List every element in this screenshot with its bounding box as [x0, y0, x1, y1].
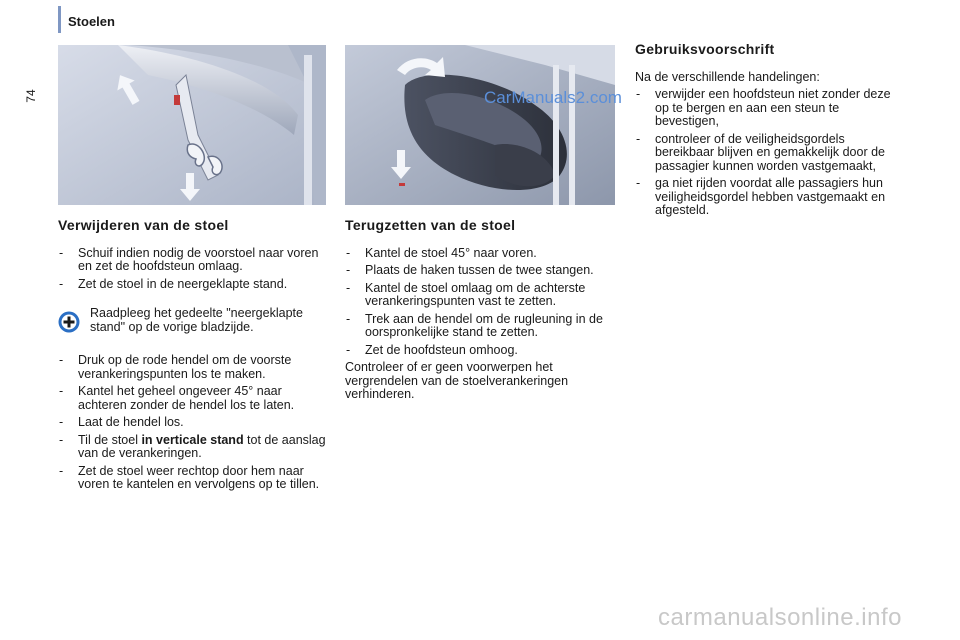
usage-title: Gebruiksvoorschrift: [635, 41, 775, 57]
list-item: - Kantel het geheel ongeveer 45° naar achteren zonder de hendel los te laten.: [58, 385, 330, 412]
list-item: [58, 434, 330, 461]
refit-seat-title: Terugzetten van de stoel: [345, 217, 516, 233]
list-item: - Laat de hendel los.: [58, 416, 330, 430]
refit-seat-steps: [345, 247, 613, 358]
list-item: - Zet de stoel in de neergeklapte stand.: [58, 278, 330, 292]
info-note-text: Raadpleeg het gedeelte "neergeklapte stand" op de vorige bladzijde.: [90, 306, 303, 334]
section-accent-rule: [58, 6, 61, 33]
info-note: [58, 307, 330, 334]
watermark-carmanualsonline: carmanualsonline.info: [658, 604, 902, 631]
step-text-bold: in verticale stand: [141, 432, 244, 447]
remove-seat-section: [58, 219, 330, 496]
refit-seat-section: [345, 219, 613, 404]
step-text-post: tot de aanslag van de verankeringen.: [78, 432, 326, 460]
seat-removal-drawing: [58, 45, 326, 205]
list-item: - verwijder een hoofdsteun niet zonder deze op te bergen en aan een steun te bevestigen,: [635, 88, 903, 129]
usage-steps: [635, 88, 903, 218]
watermark-carmanuals2: CarManuals2.com: [484, 88, 622, 107]
list-item: - Zet de hoofdsteun omhoog.: [345, 344, 613, 358]
usage-section: [635, 43, 903, 222]
plus-info-icon: [58, 311, 80, 333]
seat-refit-drawing: [345, 45, 615, 205]
seat-removal-illustration: [58, 45, 326, 205]
seat-refit-illustration: [345, 45, 615, 205]
remove-seat-steps-a: [58, 247, 330, 292]
step-text-pre: Til de stoel: [78, 432, 142, 447]
list-item: - Kantel de stoel omlaag om de achterste verankeringspunten vast te zetten.: [345, 282, 613, 309]
section-title: Stoelen: [68, 14, 115, 29]
refit-check-text: Controleer of er geen voorwerpen het vergrendelen van de stoelverankeringen verhinderen.: [345, 360, 569, 401]
list-item: - ga niet rijden voordat alle passagiers hun veiligheidsgordel hebben vastgemaakt en afgesteld.: [635, 177, 903, 218]
list-item: - Kantel de stoel 45° naar voren.: [345, 247, 613, 261]
list-item: - Schuif indien nodig de voorstoel naar voren en zet de hoofdsteun omlaag.: [58, 247, 330, 274]
remove-seat-title: Verwijderen van de stoel: [58, 217, 229, 233]
remove-seat-steps-b: [58, 354, 330, 492]
list-item: - Druk op de rode hendel om de voorste verankeringspunten los te maken.: [58, 354, 330, 381]
list-item: - Zet de stoel weer rechtop door hem naar voren te kantelen en vervolgens op te tillen.: [58, 465, 330, 492]
list-item: - controleer of de veiligheidsgordels bereikbaar blijven en gemakkelijk door de passagier kunnen worden vastgemaakt,: [635, 133, 903, 174]
usage-intro: Na de verschillende handelingen:: [635, 69, 820, 84]
list-item: - Trek aan de hendel om de rugleuning in de oorspronkelijke stand te zetten.: [345, 313, 613, 340]
list-item: - Plaats de haken tussen de twee stangen.: [345, 264, 613, 278]
page-number: 74: [24, 89, 38, 103]
